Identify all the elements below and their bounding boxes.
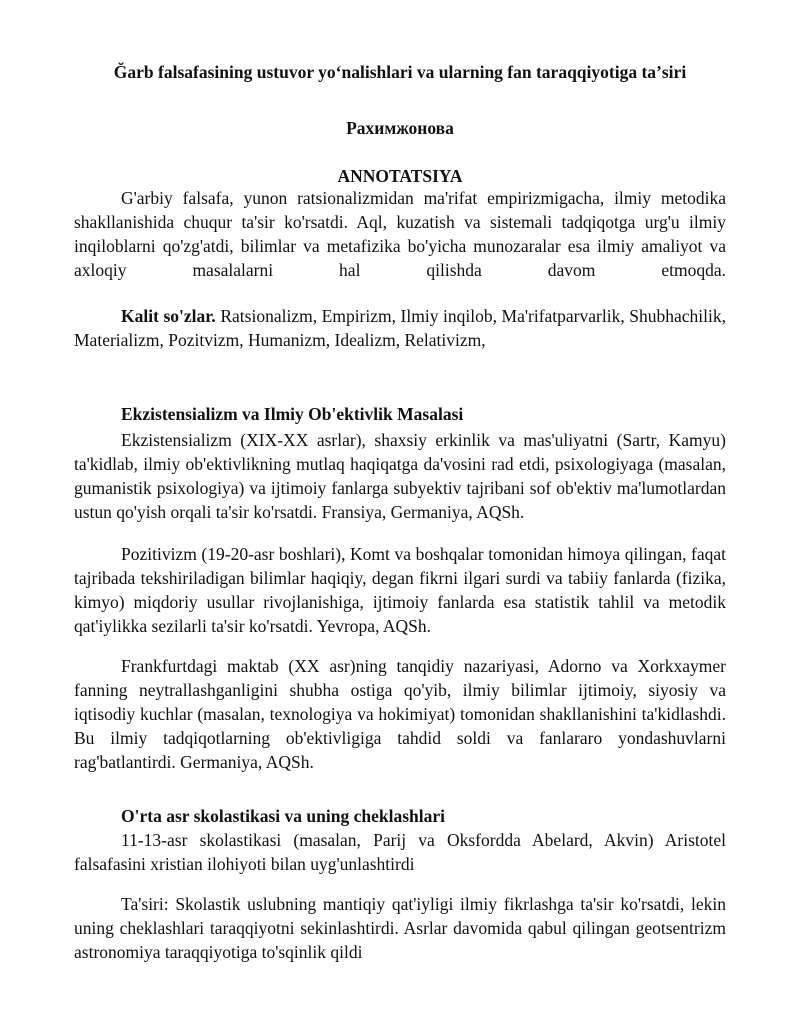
author-name: Рахимжонова bbox=[346, 118, 454, 138]
document-title: Ğarb falsafasining ustuvor yoʻnalishlari va ularning fan taraqqiyotiga taʼsiri bbox=[113, 62, 687, 82]
keywords-label: Kalit so'zlar. bbox=[121, 306, 216, 326]
keywords-paragraph bbox=[74, 304, 726, 352]
paragraph-positivism: Pozitivizm (19-20-asr boshlari), Komt va boshqalar tomonidan himoya qilingan, faqat tajribada tekshiriladigan bilimlar haqiqiy, degan fikrni ilgari surdi va tabiiy fanlarda (fizika, kimyo) miqdoriy usullar rivojlanishiga, ijtimoiy fanlarda esa statistik tahlil va metodik qat'iylikka sezilarli ta'sir ko'rsatdi. Yevropa, AQSh. bbox=[74, 544, 726, 636]
annotation-paragraph: G'arbiy falsafa, yunon ratsionalizmidan ma'rifat empirizmigacha, ilmiy metodika shakllanishida chuqur ta'sir ko'rsatdi. Aql, kuzatish va sistemali tadqiqotga urg'u ilmiy inqiloblarni qo'zg'atdi, bilimlar va metafizika bo'yicha munozaralar esa ilmiy amaliyot va axloqiy masalalarni hal qilishda davom etmoqda. bbox=[74, 188, 726, 280]
paragraph-scholasticism: 11-13-asr skolastikasi (masalan, Parij va Oksfordda Abelard, Akvin) Aristotel falsafasini xristian ilohiyoti bilan uyg'unlashtirdi bbox=[74, 830, 726, 874]
section-heading-scholasticism: O'rta asr skolastikasi va uning cheklashlari bbox=[121, 806, 445, 826]
keywords-list: Ratsionalizm, Empirizm, Ilmiy inqilob, Ma'rifatparvarlik, Shubhachilik, Materializm, Pozitvizm, Humanizm, Idealizm, Relativizm, bbox=[74, 306, 726, 350]
annotation-heading: ANNOTATSIYA bbox=[337, 166, 463, 186]
paragraph-existentialism: Ekzistensializm (XIX-XX asrlar), shaxsiy erkinlik va mas'uliyatni (Sartr, Kamyu) ta'kidlab, ilmiy ob'ektivlikning mutlaq haqiqatga da'vosini rad etdi, psixologiyaga (masalan, gumanistik psixologiya) va ijtimoiy fanlarga subyektiv tajribani sof ob'ektiv ma'lumotlardan ustun qo'yish orqali ta'sir ko'rsatdi. Fransiya, Germaniya, AQSh. bbox=[74, 430, 726, 522]
paragraph-frankfurt-school: Frankfurtdagi maktab (XX asr)ning tanqidiy nazariyasi, Adorno va Xorkxaymer fanning neytrallashganligini shubha ostiga qo'yib, ilmiy bilimlar ijtimoiy, siyosiy va iqtisodiy kuchlar (masalan, texnologiya va hokimiyat) tomonidan shakllanishini ta'kidlashdi. Bu ilmiy tadqiqotlarning ob'ektivligiga tahdid soldi va fanlararo yondashuvlarni rag'batlantirdi. Germaniya, AQSh. bbox=[74, 656, 726, 772]
section-heading-existentialism: Ekzistensializm va Ilmiy Ob'ektivlik Masalasi bbox=[121, 404, 464, 424]
paragraph-influence: Ta'siri: Skolastik uslubning mantiqiy qat'iyligi ilmiy fikrlashga ta'sir ko'rsatdi, lekin uning cheklashlari taraqqiyotni sekinlashtirdi. Asrlar davomida qabul qilingan geotsentrizm astronomiya taraqqiyotiga to'sqinlik qildi bbox=[74, 894, 726, 962]
